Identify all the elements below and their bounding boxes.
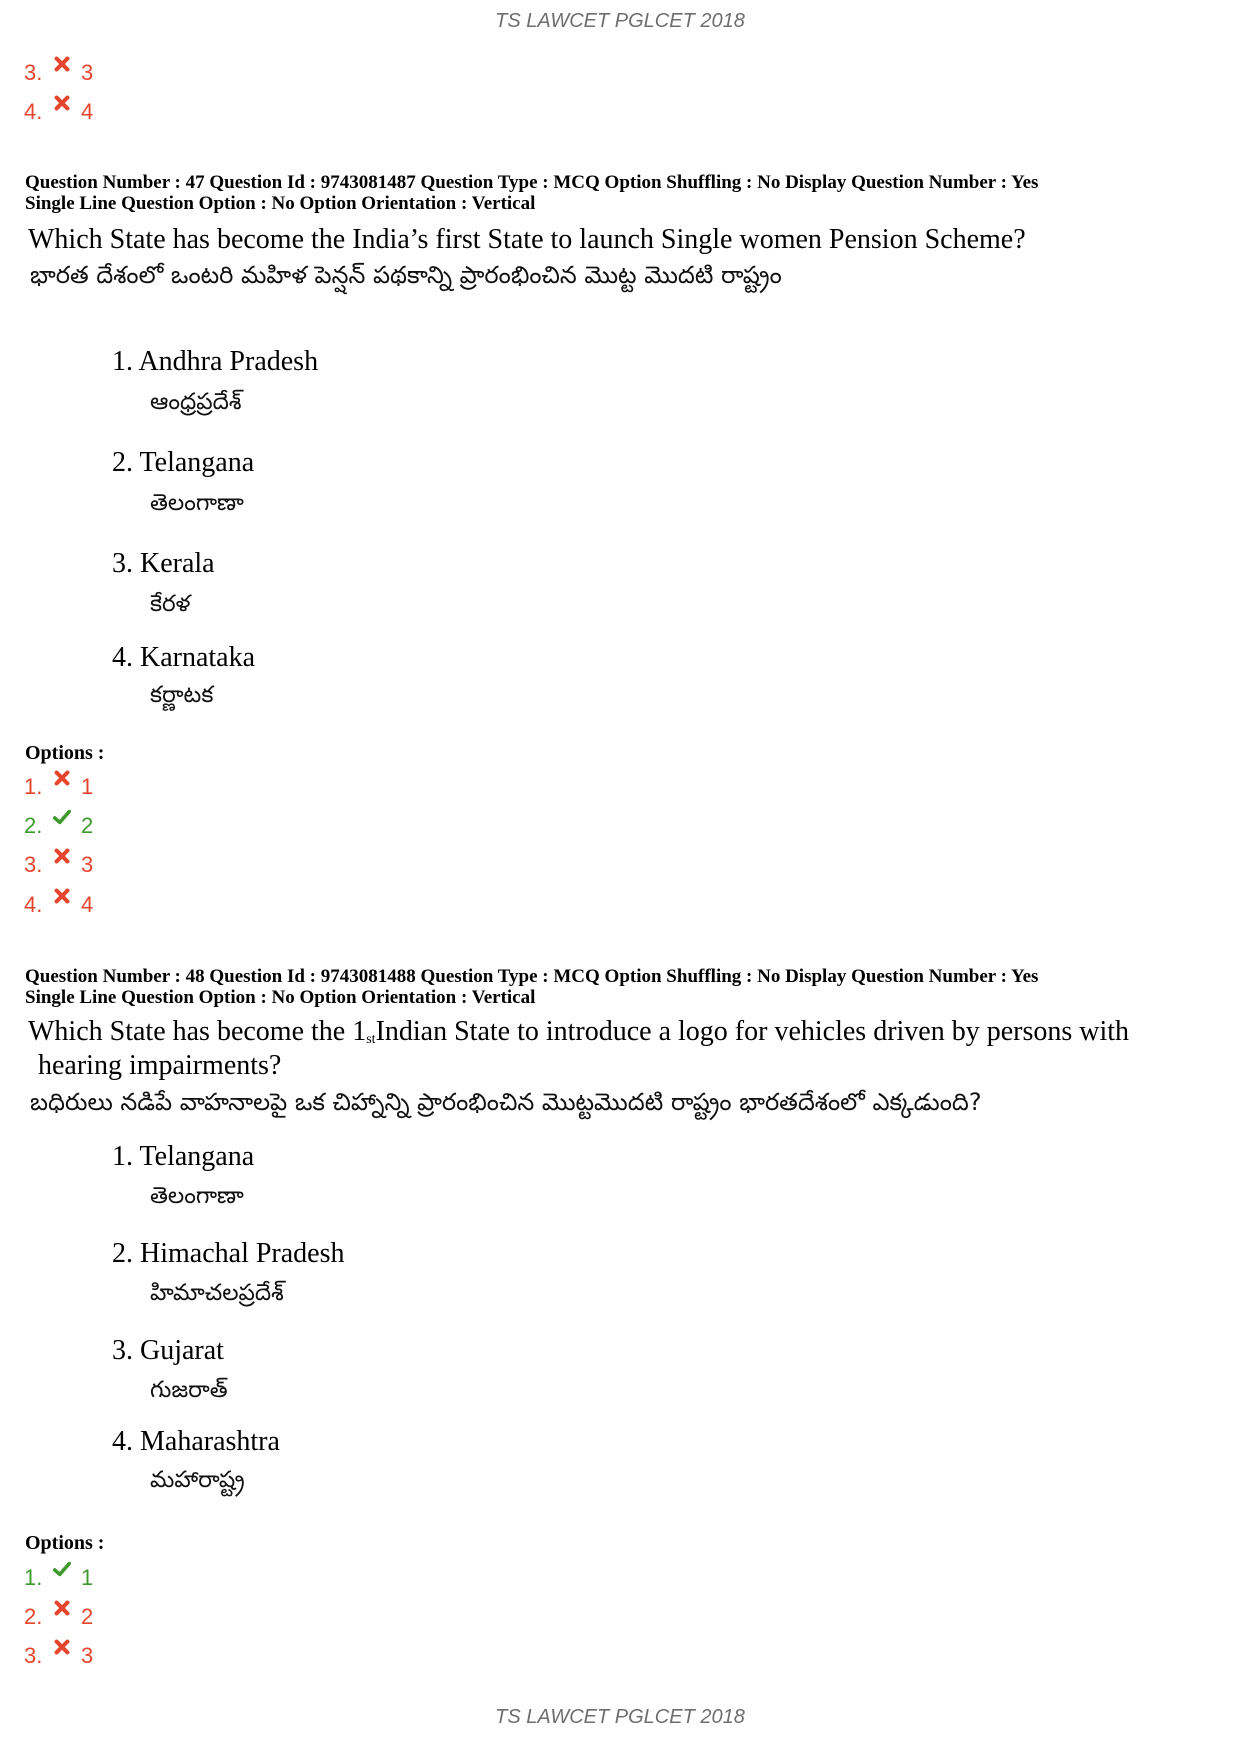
option-number: 2. bbox=[24, 1604, 43, 1629]
question-stem-english: Which State has become the India’s first State to launch Single women Pension Scheme? bbox=[28, 224, 1026, 255]
option-value: 4 bbox=[81, 99, 94, 124]
option-number: 3. bbox=[24, 1643, 43, 1668]
option-number: 2. bbox=[24, 813, 43, 838]
answer-choice-telugu: హిమాచలప్రదేశ్ bbox=[150, 1280, 284, 1306]
options-label: Options : bbox=[25, 742, 105, 764]
stem-text: Indian State to introduce a logo for vehicles driven by persons with bbox=[375, 1016, 1130, 1047]
question-stem-telugu: భారత దేశంలో ఒంటరి మహిళ పెన్షన్ పథకాన్ని ప్రారంభించిన మొట్ట మొదటి రాష్ట్రం bbox=[30, 261, 782, 289]
check-icon bbox=[53, 808, 81, 826]
stem-text: Which State has become the 1 bbox=[28, 1016, 367, 1047]
answer-choice: 2. Telangana bbox=[112, 447, 255, 478]
page-header: TS LAWCET PGLCET 2018 bbox=[495, 10, 745, 32]
question-meta-line: Single Line Question Option : No Option Orientation : Vertical bbox=[25, 987, 536, 1008]
option-value: 1 bbox=[81, 774, 94, 799]
cross-icon bbox=[53, 887, 81, 905]
option-row bbox=[24, 772, 93, 802]
answer-choice: 4. Maharashtra bbox=[112, 1426, 280, 1457]
option-value: 3 bbox=[81, 60, 94, 85]
cross-icon bbox=[53, 55, 81, 73]
answer-choice-telugu: మహారాష్ట్ర bbox=[150, 1467, 245, 1493]
page-footer: TS LAWCET PGLCET 2018 bbox=[495, 1706, 745, 1728]
option-value: 4 bbox=[81, 892, 94, 917]
cross-icon bbox=[53, 94, 81, 112]
option-value: 1 bbox=[81, 1565, 94, 1590]
option-number: 1. bbox=[24, 1565, 43, 1590]
option-row bbox=[24, 811, 93, 841]
answer-choice-telugu: ఆంధ్రప్రదేశ్ bbox=[150, 389, 242, 415]
question-stem-telugu: బధిరులు నడిపే వాహనాలపై ఒక చిహ్నాన్ని ప్రారంభించిన మొట్టమొదటి రాష్ట్రం భారతదేశంలో ఎక్కడుంది? bbox=[30, 1088, 982, 1116]
option-value: 3 bbox=[81, 1643, 94, 1668]
option-row bbox=[24, 1563, 93, 1593]
option-row bbox=[24, 1641, 93, 1671]
question-stem-english-continued: hearing impairments? bbox=[38, 1050, 282, 1081]
option-row bbox=[24, 58, 93, 88]
check-icon bbox=[53, 1560, 81, 1578]
answer-choice: 1. Andhra Pradesh bbox=[112, 346, 319, 377]
cross-icon bbox=[53, 847, 81, 865]
option-number: 4. bbox=[24, 99, 43, 124]
option-value: 2 bbox=[81, 1604, 94, 1629]
answer-choice-telugu: తెలంగాణా bbox=[150, 1183, 244, 1209]
answer-choice-telugu: గుజరాత్ bbox=[150, 1377, 228, 1403]
option-row bbox=[24, 1602, 93, 1632]
option-row bbox=[24, 850, 93, 880]
options-label: Options : bbox=[25, 1532, 105, 1554]
answer-choice-telugu: కేరళ bbox=[150, 591, 191, 617]
option-number: 4. bbox=[24, 892, 43, 917]
answer-choice: 1. Telangana bbox=[112, 1141, 255, 1172]
answer-choice: 2. Himachal Pradesh bbox=[112, 1238, 345, 1269]
option-number: 1. bbox=[24, 774, 43, 799]
question-meta-line: Single Line Question Option : No Option Orientation : Vertical bbox=[25, 193, 536, 214]
option-number: 3. bbox=[24, 852, 43, 877]
stem-superscript: st bbox=[366, 1032, 376, 1047]
question-meta-line: Question Number : 47 Question Id : 9743081487 Question Type : MCQ Option Shuffling : No Display Question Number : Yes bbox=[25, 172, 1039, 193]
question-meta-line: Question Number : 48 Question Id : 9743081488 Question Type : MCQ Option Shuffling : No Display Question Number : Yes bbox=[25, 966, 1039, 987]
option-row bbox=[24, 890, 93, 920]
answer-choice-telugu: తెలంగాణా bbox=[150, 490, 244, 516]
answer-choice-telugu: కర్ణాటక bbox=[150, 682, 214, 708]
answer-choice: 4. Karnataka bbox=[112, 642, 256, 673]
option-row bbox=[24, 97, 93, 127]
cross-icon bbox=[53, 1638, 81, 1656]
cross-icon bbox=[53, 769, 81, 787]
option-value: 3 bbox=[81, 852, 94, 877]
option-number: 3. bbox=[24, 60, 43, 85]
answer-choice: 3. Gujarat bbox=[112, 1335, 224, 1366]
option-value: 2 bbox=[81, 813, 94, 838]
cross-icon bbox=[53, 1599, 81, 1617]
answer-choice: 3. Kerala bbox=[112, 548, 215, 579]
